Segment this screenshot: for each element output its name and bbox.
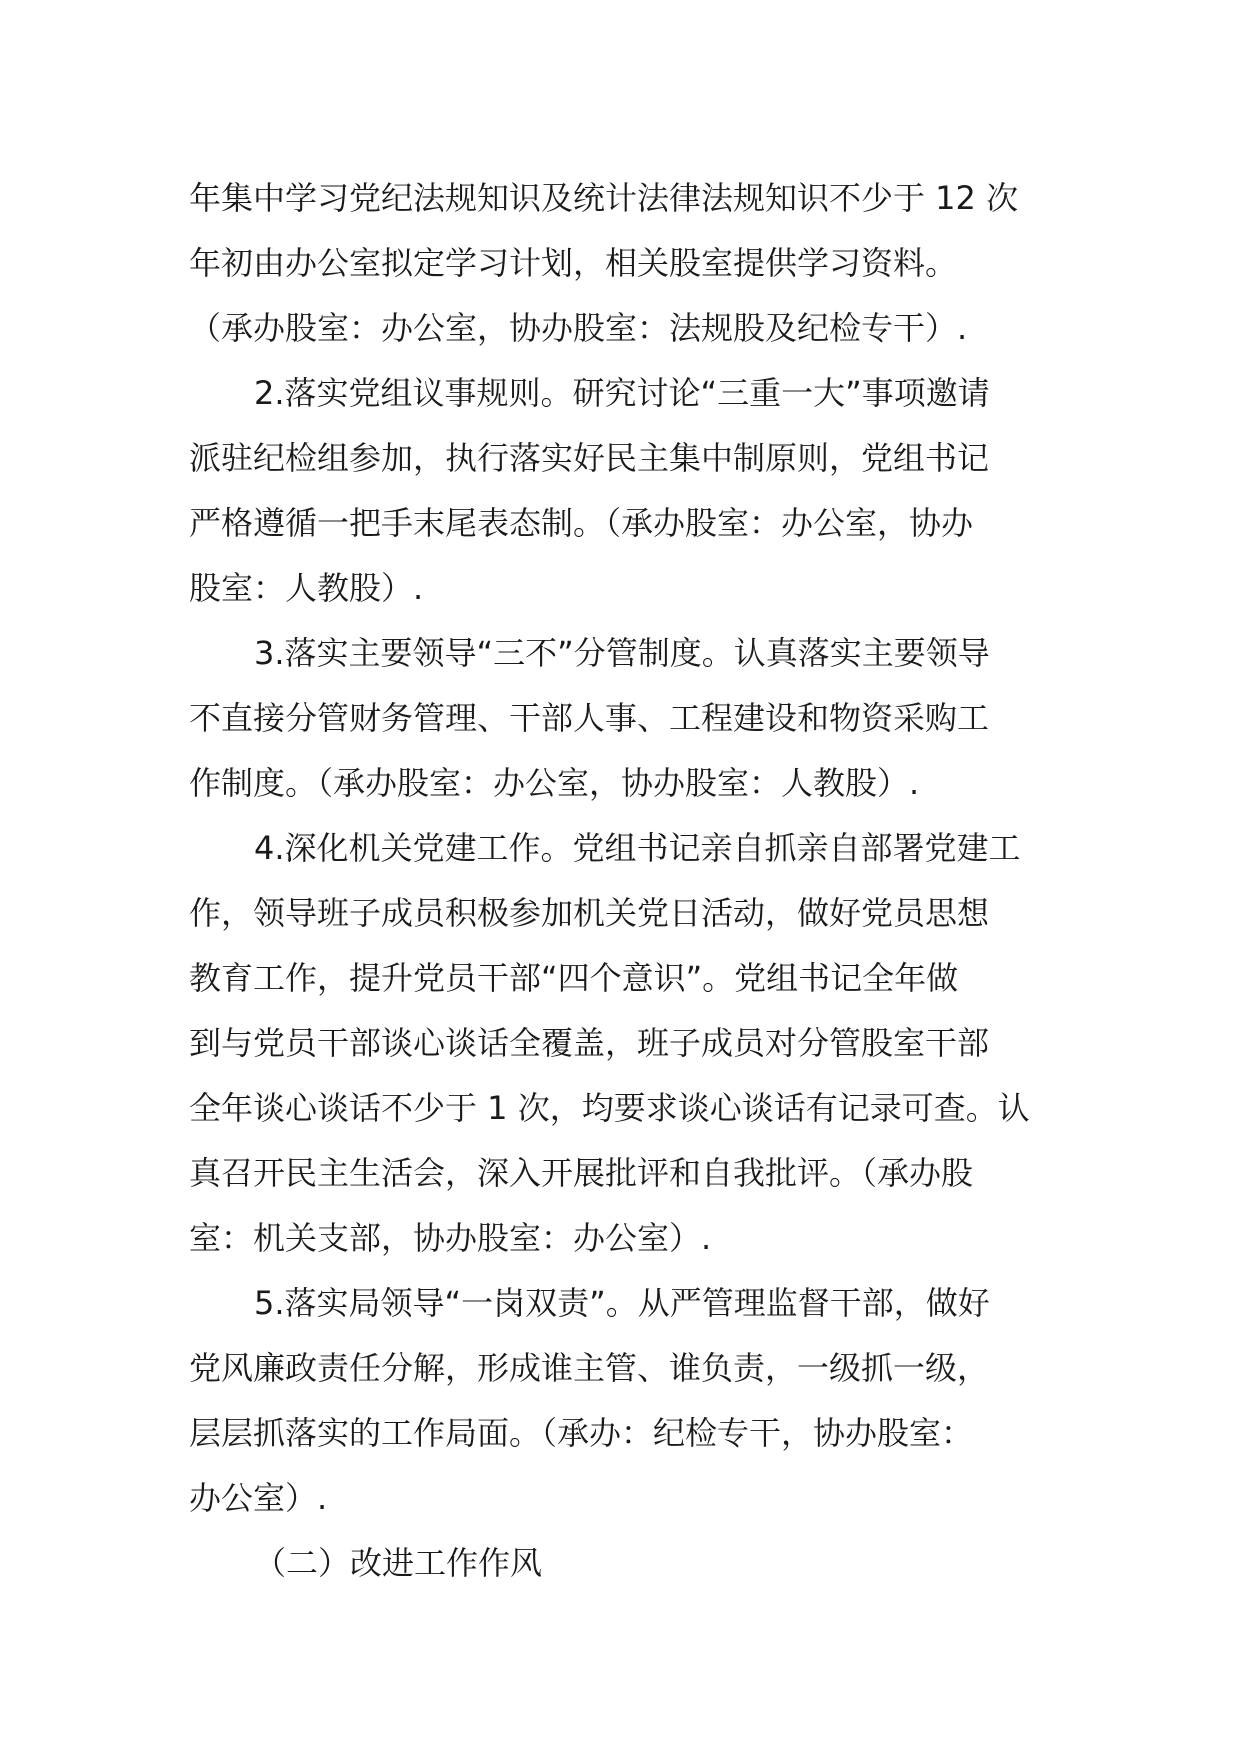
text-line: 层层抓落实的工作局面。（承办：纪检专干，协办股室： — [189, 1414, 974, 1452]
text-line: 办公室）. — [189, 1479, 328, 1517]
text-line: 到与党员干部谈心谈话全覆盖，班子成员对分管股室干部 — [189, 1024, 990, 1062]
text-line: 作，领导班子成员积极参加机关党日活动，做好党员思想 — [189, 894, 990, 932]
text-line: 党风廉政责任分解，形成谁主管、谁负责，一级抓一级， — [189, 1349, 990, 1387]
text-line: 真召开民主生活会，深入开展批评和自我批评。（承办股 — [189, 1154, 974, 1192]
text-line: 全年谈心谈话不少于 1 次，均要求谈心谈话有记录可查。认 — [189, 1089, 1030, 1127]
text-line: 严格遵循一把手末尾表态制。（承办股室：办公室，协办 — [189, 504, 974, 542]
text-line: 作制度。（承办股室：办公室，协办股室：人教股）. — [189, 764, 920, 802]
text-line: （承办股室：办公室，协办股室：法规股及纪检专干）. — [189, 309, 968, 347]
text-line: 教育工作，提升党员干部“四个意识”。党组书记全年做 — [189, 959, 959, 997]
text-line: 不直接分管财务管理、干部人事、工程建设和物资采购工 — [189, 699, 990, 737]
text-line: 2.落实党组议事规则。研究讨论“三重一大”事项邀请 — [254, 374, 990, 412]
text-line: 年初由办公室拟定学习计划，相关股室提供学习资料。 — [189, 244, 958, 282]
text-line: 室：机关支部，协办股室：办公室）. — [189, 1219, 712, 1257]
text-line: 3.落实主要领导“三不”分管制度。认真落实主要领导 — [254, 634, 990, 672]
text-line: 5.落实局领导“一岗双责”。从严管理监督干部，做好 — [254, 1284, 990, 1322]
text-line: 年集中学习党纪法规知识及统计法律法规知识不少于 12 次 — [189, 179, 1019, 217]
text-line: 4.深化机关党建工作。党组书记亲自抓亲自部署党建工 — [254, 829, 1021, 867]
section-heading: （二）改进工作作风 — [254, 1544, 543, 1582]
text-line: 派驻纪检组参加，执行落实好民主集中制原则，党组书记 — [189, 439, 990, 477]
text-line: 股室：人教股）. — [189, 569, 424, 607]
